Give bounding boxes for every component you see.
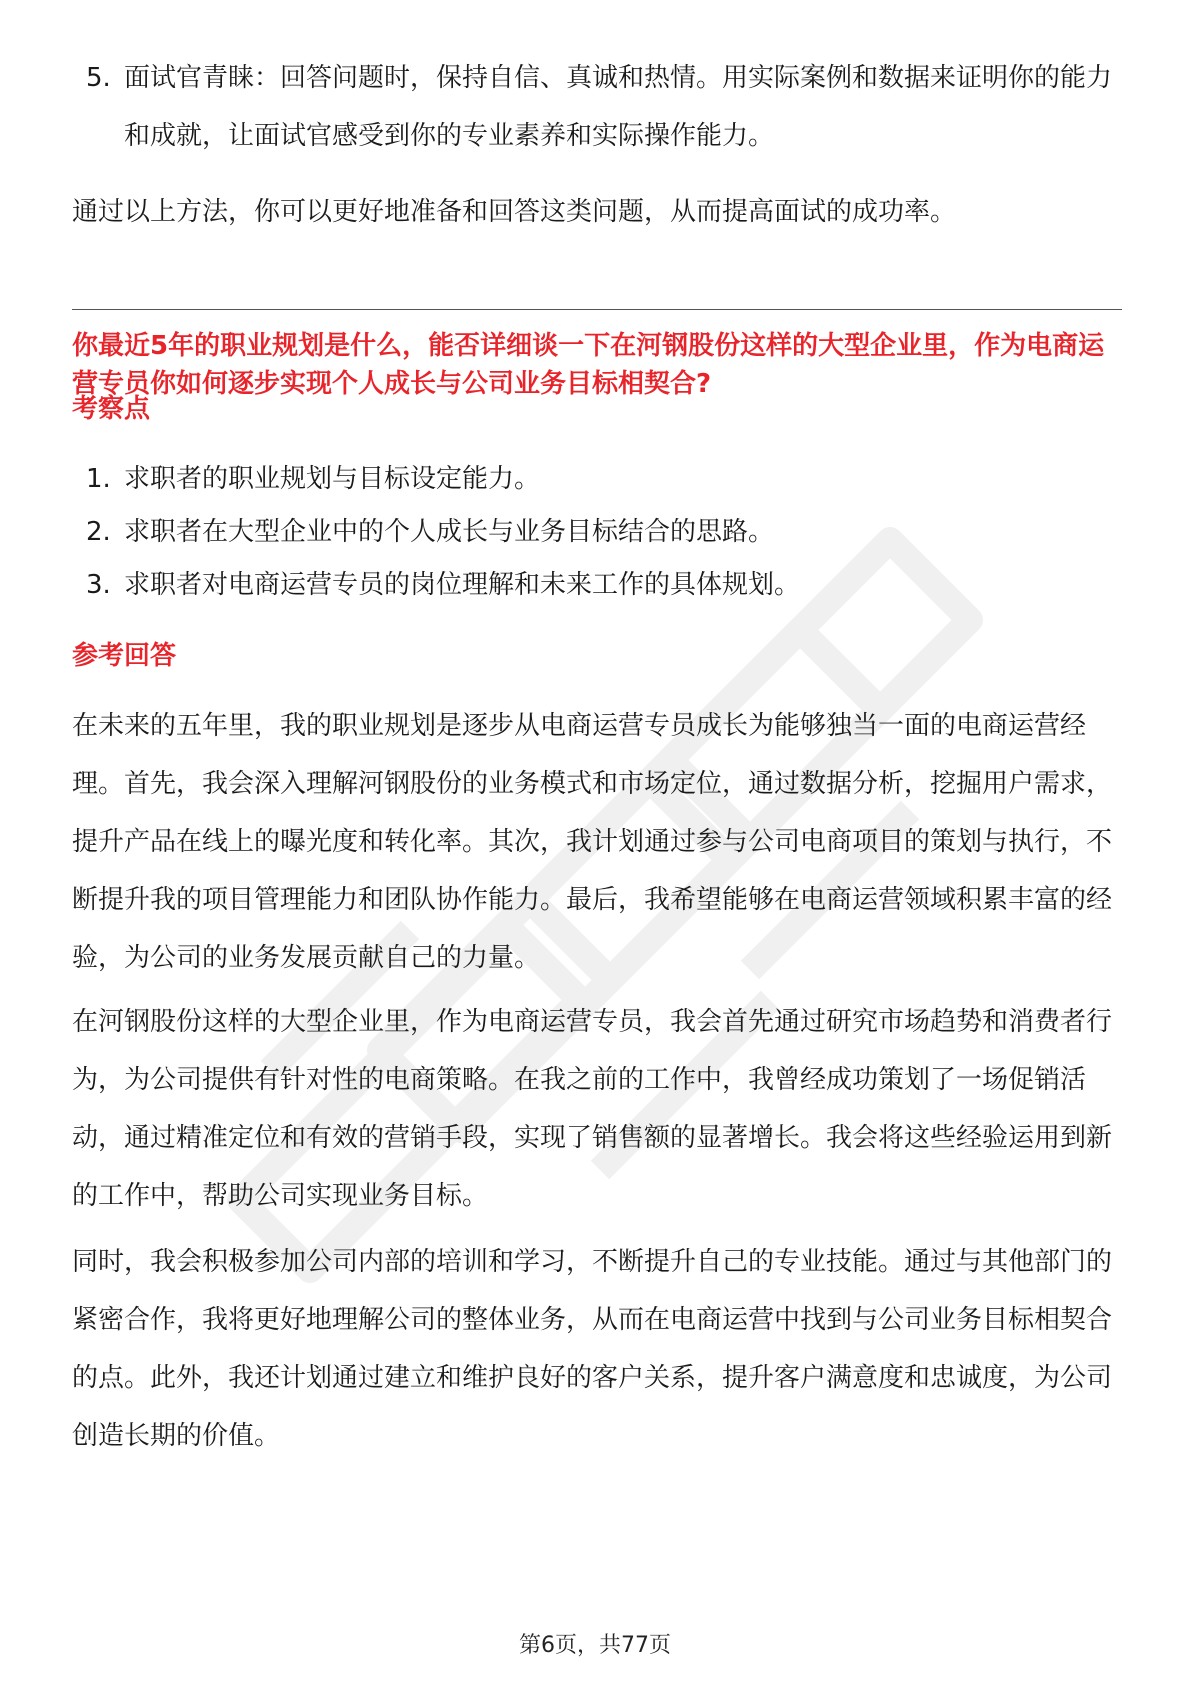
answer-paragraph: 在河钢股份这样的大型企业里，作为电商运营专员，我会首先通过研究市场趋势和消费者行为，为公司提供有针对性的电商策略。在我之前的工作中，我曾经成功策划了一场促销活动，通过精准定位和有效的营销手段，实现了销售额的显著增长。我会将这些经验运用到新的工作中，帮助公司实现业务目标。 xyxy=(72,1007,1113,1211)
list-text: 面试官青睐：回答问题时，保持自信、真诚和热情。用实际案例和数据来证明你的能力和成就，让面试官感受到你的专业素养和实际操作能力。 xyxy=(124,63,1113,151)
focus-title: 考察点 xyxy=(72,394,151,424)
page-footer: 第6页，共77页 xyxy=(519,1633,671,1658)
list-number: 3. xyxy=(86,570,111,600)
list-item xyxy=(72,450,1122,508)
section-divider xyxy=(72,309,1122,310)
list-text: 求职者对电商运营专员的岗位理解和未来工作的具体规划。 xyxy=(124,570,801,600)
answer-title: 参考回答 xyxy=(72,641,177,671)
list-item xyxy=(72,49,1122,165)
list-item xyxy=(72,503,1122,561)
summary-paragraph: 通过以上方法，你可以更好地准备和回答这类问题，从而提高面试的成功率。 xyxy=(72,197,957,227)
question-heading: 你最近5年的职业规划是什么，能否详细谈一下在河钢股份这样的大型企业里，作为电商运营专员你如何逐步实现个人成长与公司业务目标相契合? xyxy=(72,331,1105,399)
list-text: 求职者的职业规划与目标设定能力。 xyxy=(124,464,541,494)
answer-paragraph: 在未来的五年里，我的职业规划是逐步从电商运营专员成长为能够独当一面的电商运营经理。首先，我会深入理解河钢股份的业务模式和市场定位，通过数据分析，挖掘用户需求，提升产品在线上的曝光度和转化率。其次，我计划通过参与公司电商项目的策划与执行，不断提升我的项目管理能力和团队协作能力。最后，我希望能够在电商运营领域积累丰富的经验，为公司的业务发展贡献自己的力量。 xyxy=(72,711,1113,973)
list-number: 2. xyxy=(86,517,111,547)
list-text: 求职者在大型企业中的个人成长与业务目标结合的思路。 xyxy=(124,517,775,547)
list-number: 1. xyxy=(86,464,111,494)
answer-paragraph: 同时，我会积极参加公司内部的培训和学习，不断提升自己的专业技能。通过与其他部门的紧密合作，我将更好地理解公司的整体业务，从而在电商运营中找到与公司业务目标相契合的点。此外，我还计划通过建立和维护良好的客户关系，提升客户满意度和忠诚度，为公司创造长期的价值。 xyxy=(72,1247,1113,1451)
list-item xyxy=(72,556,1122,614)
list-number: 5. xyxy=(86,63,111,93)
